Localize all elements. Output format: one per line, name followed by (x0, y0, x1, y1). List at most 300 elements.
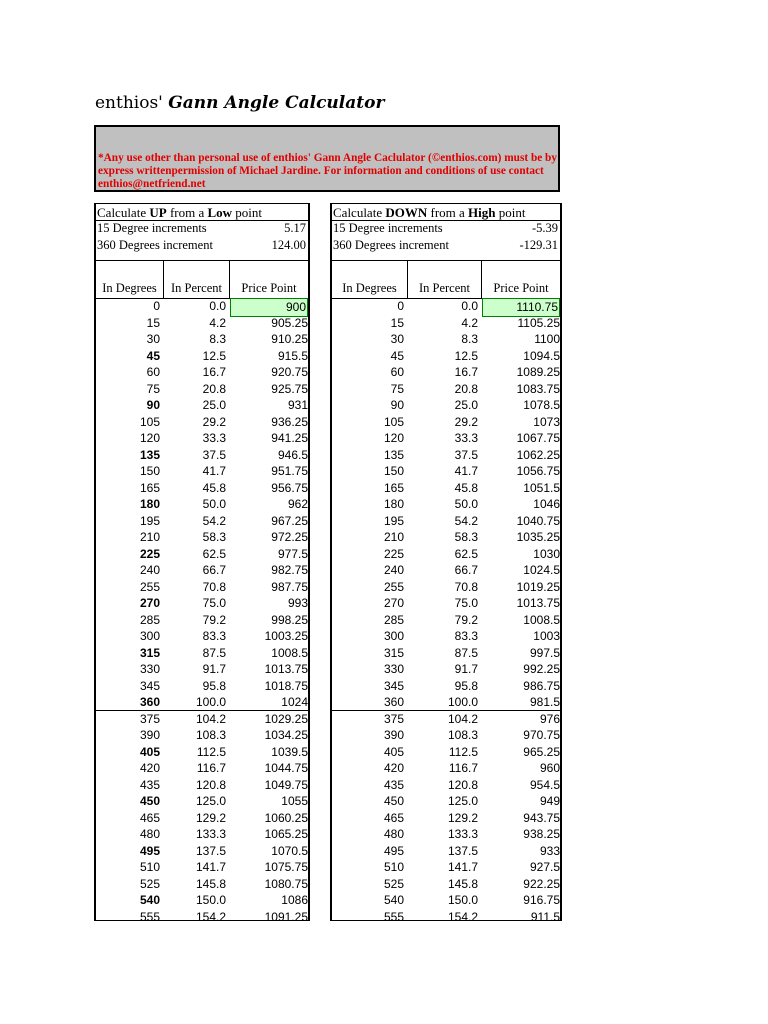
up-percent-cell: 141.7 (195, 860, 226, 874)
down-price-cell: 1089.25 (516, 365, 560, 379)
up-table-row (96, 909, 308, 926)
down-percent-cell: 116.7 (448, 761, 478, 775)
down-price-cell: 986.75 (523, 678, 560, 693)
up-col-degrees-header: In Degrees (102, 281, 157, 295)
up-degrees-cell: 525 (139, 876, 160, 891)
up-price-cell: 915.5 (277, 348, 308, 363)
down-degrees-cell: 390 (383, 728, 404, 742)
up-percent-cell: 41.7 (202, 464, 226, 478)
up-percent-cell: 137.5 (195, 843, 226, 858)
down-price-cell: 949 (539, 794, 560, 808)
up-degrees-cell: 195 (139, 513, 160, 528)
up-percent-cell: 116.7 (196, 761, 226, 775)
up-degrees-cell: 240 (139, 563, 160, 577)
down-table-row (332, 661, 560, 678)
up-degrees-cell: 105 (139, 414, 160, 429)
up-inc360-value[interactable]: 124.00 (271, 238, 306, 252)
up-table-row (96, 529, 308, 546)
up-price-cell[interactable]: 900 (230, 298, 308, 317)
up-percent-cell: 154.2 (195, 909, 226, 924)
up-inc360-label: 360 Degrees increment (97, 238, 213, 252)
up-degrees-cell: 120 (139, 431, 160, 445)
down-table-row (332, 364, 560, 381)
up-percent-cell: 150.0 (195, 893, 226, 907)
down-inc15-row (333, 221, 558, 236)
up-degrees-cell: 270 (139, 596, 160, 610)
up-price-cell: 982.75 (271, 563, 308, 577)
down-table-row (332, 348, 560, 365)
up-percent-cell: 100.0 (195, 695, 226, 709)
down-inc15-value[interactable]: -5.39 (531, 221, 558, 235)
up-table-row (96, 463, 308, 480)
down-degrees-cell: 555 (383, 909, 404, 924)
up-table-row (96, 315, 308, 332)
calc-up-title-post: point (232, 205, 263, 220)
up-price-cell: 1070.5 (271, 843, 308, 858)
up-degrees-cell: 555 (139, 909, 160, 924)
down-percent-cell: 54.2 (454, 513, 478, 528)
down-price-cell: 1067.75 (516, 431, 560, 445)
calc-up-title-mid: from a (166, 205, 208, 220)
up-price-cell: 1039.5 (271, 744, 308, 759)
down-table-row (332, 579, 560, 596)
up-table-row (96, 645, 308, 662)
down-degrees-cell: 120 (383, 431, 404, 445)
up-price-cell: 956.75 (271, 480, 308, 495)
up-degrees-cell: 420 (139, 761, 160, 775)
down-degrees-cell: 150 (383, 464, 404, 478)
calc-up-title (97, 205, 262, 221)
down-price-cell: 1056.75 (516, 464, 560, 478)
calc-down-title-direction: DOWN (385, 205, 428, 220)
down-degrees-cell: 45 (390, 348, 404, 363)
up-inc360-row (97, 238, 306, 253)
down-degrees-cell: 420 (383, 761, 404, 775)
up-inc15-value[interactable]: 5.17 (284, 221, 306, 235)
down-percent-cell: 91.7 (454, 662, 478, 676)
down-percent-cell: 41.7 (454, 464, 478, 478)
down-degrees-cell: 330 (383, 662, 404, 676)
up-degrees-cell: 255 (139, 579, 160, 594)
down-price-cell: 1030 (533, 546, 560, 561)
calc-up-title-pre: Calculate (97, 205, 150, 220)
down-price-cell: 943.75 (523, 810, 560, 825)
down-table-row (332, 298, 560, 315)
down-percent-cell: 145.8 (447, 876, 478, 891)
up-price-cell: 1044.75 (264, 761, 308, 775)
down-degrees-cell: 180 (383, 497, 404, 511)
down-table-row (332, 694, 560, 711)
up-price-cell: 1075.75 (264, 860, 308, 874)
down-price-cell: 1062.25 (516, 447, 560, 462)
down-degrees-cell: 225 (383, 546, 404, 561)
up-percent-cell: 145.8 (195, 876, 226, 891)
down-price-cell: 1003 (533, 629, 560, 643)
up-percent-cell: 25.0 (202, 398, 226, 412)
up-table-row (96, 381, 308, 398)
down-price-cell: 938.25 (523, 827, 560, 841)
down-price-cell: 1040.75 (516, 513, 560, 528)
down-table-row (332, 744, 560, 761)
down-percent-cell: 45.8 (454, 480, 478, 495)
up-percent-cell: 37.5 (202, 447, 226, 462)
down-degrees-cell: 315 (383, 645, 404, 660)
up-price-cell: 931 (287, 398, 308, 412)
calc-down-title-mid: from a (427, 205, 469, 220)
down-price-cell: 1073 (533, 414, 560, 429)
down-percent-cell: 150.0 (447, 893, 478, 907)
calc-down-title-pre: Calculate (333, 205, 386, 220)
up-col-price-header: Price Point (241, 281, 297, 295)
down-degrees-cell: 210 (383, 530, 404, 544)
down-percent-cell: 125.0 (447, 794, 478, 808)
up-price-cell: 1008.5 (271, 645, 308, 660)
up-degrees-cell: 465 (139, 810, 160, 825)
up-price-cell: 967.25 (271, 513, 308, 528)
up-degrees-cell: 480 (139, 827, 160, 841)
down-percent-cell: 25.0 (454, 398, 478, 412)
up-degrees-cell: 225 (139, 546, 160, 561)
down-degrees-cell: 15 (390, 315, 404, 330)
down-percent-cell: 20.8 (454, 381, 478, 396)
up-degrees-cell: 285 (139, 612, 160, 627)
down-table-row (332, 826, 560, 843)
down-percent-cell: 12.5 (454, 348, 478, 363)
down-percent-cell: 58.3 (454, 530, 478, 544)
up-percent-cell: 108.3 (195, 728, 226, 742)
up-degrees-cell: 45 (146, 348, 160, 363)
up-price-cell: 910.25 (271, 332, 308, 346)
up-table-row (96, 793, 308, 810)
up-percent-cell: 12.5 (202, 348, 226, 363)
down-inc360-label: 360 Degrees increment (333, 238, 449, 252)
down-percent-cell: 141.7 (447, 860, 478, 874)
down-price-cell: 976 (539, 711, 560, 726)
down-price-cell: 965.25 (523, 744, 560, 759)
down-percent-cell: 154.2 (447, 909, 478, 924)
down-degrees-cell: 255 (383, 579, 404, 594)
down-inc360-row (333, 238, 558, 253)
down-inc15-label: 15 Degree increments (333, 221, 443, 235)
down-table-row (332, 711, 560, 728)
down-price-cell: 1100 (534, 332, 560, 346)
down-percent-cell: 137.5 (447, 843, 478, 858)
down-price-cell: 1094.5 (523, 348, 560, 363)
down-price-cell: 933 (539, 843, 560, 858)
up-degrees-cell: 210 (139, 530, 160, 544)
down-degrees-cell: 375 (383, 711, 404, 726)
down-percent-cell: 129.2 (447, 810, 478, 825)
up-percent-cell: 125.0 (195, 794, 226, 808)
down-percent-cell: 100.0 (447, 695, 478, 709)
down-table-row (332, 678, 560, 695)
up-table-row (96, 760, 308, 777)
down-col-price-header: Price Point (493, 281, 549, 295)
down-degrees-cell: 450 (383, 794, 404, 808)
down-table-row (332, 529, 560, 546)
up-table-row (96, 595, 308, 612)
down-table-row (332, 447, 560, 464)
calc-down-title-point: High (468, 205, 496, 220)
up-table-row (96, 397, 308, 414)
down-percent-cell: 8.3 (461, 332, 478, 346)
down-table-row (332, 727, 560, 744)
up-table-row (96, 744, 308, 761)
up-price-cell: 946.5 (277, 447, 308, 462)
up-inc15-row (97, 221, 306, 236)
up-degrees-cell: 300 (139, 629, 160, 643)
up-percent-cell: 58.3 (202, 530, 226, 544)
up-table-row (96, 430, 308, 447)
down-price-cell: 1046 (533, 497, 560, 511)
down-percent-cell: 112.5 (448, 744, 478, 759)
calc-up-title-direction: UP (149, 205, 167, 220)
down-price-cell: 997.5 (529, 645, 560, 660)
title-prefix: enthios' (95, 93, 163, 113)
up-table-row (96, 694, 308, 711)
down-table-row (332, 463, 560, 480)
up-price-cell: 1086 (281, 893, 308, 907)
down-price-cell: 916.75 (523, 893, 560, 907)
up-table-row (96, 661, 308, 678)
up-price-cell: 1003.25 (264, 629, 308, 643)
down-table-row (332, 760, 560, 777)
down-table-row (332, 909, 560, 926)
up-percent-cell: 133.3 (195, 827, 226, 841)
down-table-row (332, 496, 560, 513)
down-percent-cell: 70.8 (454, 579, 478, 594)
down-table-row (332, 892, 560, 909)
up-price-cell: 1049.75 (264, 777, 308, 792)
up-percent-cell: 33.3 (202, 431, 226, 445)
title-name: Gann Angle Calculator (168, 93, 385, 113)
up-degrees-cell: 450 (139, 794, 160, 808)
up-percent-cell: 104.2 (195, 711, 226, 726)
down-percent-cell: 16.7 (454, 365, 478, 379)
down-price-cell: 981.5 (529, 695, 560, 709)
down-price-cell: 911.5 (530, 909, 560, 924)
up-table-row (96, 678, 308, 695)
up-table-row (96, 843, 308, 860)
down-percent-cell: 37.5 (454, 447, 478, 462)
down-percent-cell: 120.8 (447, 777, 478, 792)
down-table-row (332, 777, 560, 794)
up-price-cell: 920.75 (271, 365, 308, 379)
down-col-percent-header: In Percent (418, 281, 471, 295)
up-percent-cell: 62.5 (202, 546, 226, 561)
up-degrees-cell: 0 (153, 299, 160, 313)
down-percent-cell: 104.2 (447, 711, 478, 726)
down-price-cell: 1024.5 (523, 563, 560, 577)
up-percent-cell: 66.7 (202, 563, 226, 577)
up-price-cell: 1065.25 (264, 827, 308, 841)
down-degrees-cell: 465 (383, 810, 404, 825)
down-percent-cell: 133.3 (447, 827, 478, 841)
down-price-cell: 1051.5 (523, 480, 560, 495)
up-percent-cell: 75.0 (202, 596, 226, 610)
up-price-cell: 993 (287, 596, 308, 610)
up-degrees-cell: 315 (139, 645, 160, 660)
calculate-down-panel (330, 203, 562, 924)
up-price-cell: 998.25 (271, 612, 308, 627)
down-percent-cell: 29.2 (454, 414, 478, 429)
up-table-row (96, 348, 308, 365)
up-table-row (96, 298, 308, 315)
down-price-cell[interactable]: 1110.75 (482, 298, 560, 317)
up-table-row (96, 826, 308, 843)
down-degrees-cell: 30 (390, 332, 404, 346)
up-price-cell: 1034.25 (264, 728, 308, 742)
down-percent-cell: 62.5 (454, 546, 478, 561)
up-percent-cell: 120.8 (195, 777, 226, 792)
up-percent-cell: 45.8 (202, 480, 226, 495)
up-table-row (96, 892, 308, 909)
up-percent-cell: 4.2 (209, 315, 226, 330)
down-table-row (332, 381, 560, 398)
down-price-cell: 927.5 (529, 860, 560, 874)
down-price-cell: 1078.5 (523, 398, 560, 412)
up-price-cell: 1018.75 (264, 678, 308, 693)
down-percent-cell: 0.0 (461, 299, 478, 313)
down-percent-cell: 50.0 (454, 497, 478, 511)
up-price-cell: 936.25 (271, 414, 308, 429)
up-degrees-cell: 390 (139, 728, 160, 742)
down-degrees-cell: 135 (383, 447, 404, 462)
down-table-row (332, 793, 560, 810)
down-degrees-cell: 60 (390, 365, 404, 379)
up-table-row (96, 447, 308, 464)
down-degrees-cell: 435 (383, 777, 404, 792)
down-percent-cell: 4.2 (461, 315, 478, 330)
up-degrees-cell: 75 (146, 381, 160, 396)
down-degrees-cell: 165 (383, 480, 404, 495)
up-price-cell: 1024 (281, 695, 308, 709)
down-degrees-cell: 105 (383, 414, 404, 429)
down-inc360-value[interactable]: -129.31 (519, 238, 558, 252)
up-percent-cell: 91.7 (202, 662, 226, 676)
up-table-row (96, 777, 308, 794)
up-percent-cell: 87.5 (202, 645, 226, 660)
up-percent-cell: 8.3 (209, 332, 226, 346)
calc-down-title (333, 205, 525, 221)
down-table-row (332, 628, 560, 645)
up-table-row (96, 480, 308, 497)
up-degrees-cell: 510 (139, 860, 160, 874)
down-degrees-cell: 510 (383, 860, 404, 874)
usage-notice-box (94, 125, 560, 192)
up-degrees-cell: 165 (139, 480, 160, 495)
down-price-cell: 1083.75 (516, 381, 560, 396)
up-price-cell: 1060.25 (264, 810, 308, 825)
up-price-cell: 951.75 (271, 464, 308, 478)
down-price-cell: 1019.25 (516, 579, 560, 594)
down-price-cell: 992.25 (523, 662, 560, 676)
down-percent-cell: 108.3 (447, 728, 478, 742)
down-table-row (332, 513, 560, 530)
up-percent-cell: 54.2 (202, 513, 226, 528)
up-price-cell: 925.75 (271, 381, 308, 396)
down-degrees-cell: 360 (383, 695, 404, 709)
up-price-cell: 1080.75 (264, 876, 308, 891)
up-degrees-cell: 180 (139, 497, 160, 511)
calculate-up-panel (94, 203, 310, 924)
down-price-cell: 1035.25 (516, 530, 560, 544)
page-title (95, 93, 384, 113)
calc-up-title-point: Low (207, 205, 233, 220)
down-degrees-cell: 495 (383, 843, 404, 858)
down-price-cell: 960 (539, 761, 560, 775)
up-percent-cell: 0.0 (209, 299, 226, 313)
down-table-row (332, 595, 560, 612)
down-degrees-cell: 285 (383, 612, 404, 627)
up-table-row (96, 612, 308, 629)
up-table-row (96, 810, 308, 827)
up-degrees-cell: 360 (139, 695, 160, 709)
down-degrees-cell: 90 (390, 398, 404, 412)
down-degrees-cell: 480 (383, 827, 404, 841)
up-percent-cell: 83.3 (202, 629, 226, 643)
up-table-row (96, 364, 308, 381)
up-degrees-cell: 375 (139, 711, 160, 726)
up-percent-cell: 95.8 (202, 678, 226, 693)
up-price-cell: 1055 (281, 794, 308, 808)
up-price-cell: 941.25 (271, 431, 308, 445)
up-price-cell: 1029.25 (264, 711, 308, 726)
down-degrees-cell: 240 (383, 563, 404, 577)
up-percent-cell: 70.8 (202, 579, 226, 594)
up-degrees-cell: 135 (139, 447, 160, 462)
up-table-row (96, 496, 308, 513)
down-degrees-cell: 405 (383, 744, 404, 759)
down-percent-cell: 33.3 (454, 431, 478, 445)
down-table-row (332, 546, 560, 563)
up-table-row (96, 562, 308, 579)
down-degrees-cell: 195 (383, 513, 404, 528)
up-cycle-separator (96, 710, 308, 711)
up-percent-cell: 129.2 (195, 810, 226, 825)
up-table-row (96, 727, 308, 744)
up-degrees-cell: 540 (139, 893, 160, 907)
down-percent-cell: 87.5 (454, 645, 478, 660)
down-degrees-cell: 525 (383, 876, 404, 891)
up-degrees-cell: 435 (139, 777, 160, 792)
up-degrees-cell: 60 (146, 365, 160, 379)
down-price-cell: 954.5 (529, 777, 560, 792)
up-price-cell: 987.75 (271, 579, 308, 594)
down-percent-cell: 83.3 (454, 629, 478, 643)
down-table-row (332, 810, 560, 827)
down-table-row (332, 859, 560, 876)
up-price-cell: 1013.75 (264, 662, 308, 676)
up-percent-cell: 112.5 (196, 744, 226, 759)
up-table-row (96, 628, 308, 645)
down-percent-cell: 95.8 (454, 678, 478, 693)
up-degrees-cell: 345 (139, 678, 160, 693)
down-table-row (332, 876, 560, 893)
up-table-row (96, 859, 308, 876)
down-price-cell: 922.25 (523, 876, 560, 891)
down-price-cell: 1105.25 (517, 315, 560, 330)
down-price-cell: 1008.5 (523, 612, 560, 627)
up-price-cell: 1091.25 (264, 909, 308, 924)
down-percent-cell: 66.7 (454, 563, 478, 577)
up-price-cell: 977.5 (277, 546, 308, 561)
down-cycle-separator (332, 710, 560, 711)
down-table-row (332, 331, 560, 348)
up-percent-cell: 29.2 (202, 414, 226, 429)
up-percent-cell: 79.2 (202, 612, 226, 627)
down-table-row (332, 315, 560, 332)
